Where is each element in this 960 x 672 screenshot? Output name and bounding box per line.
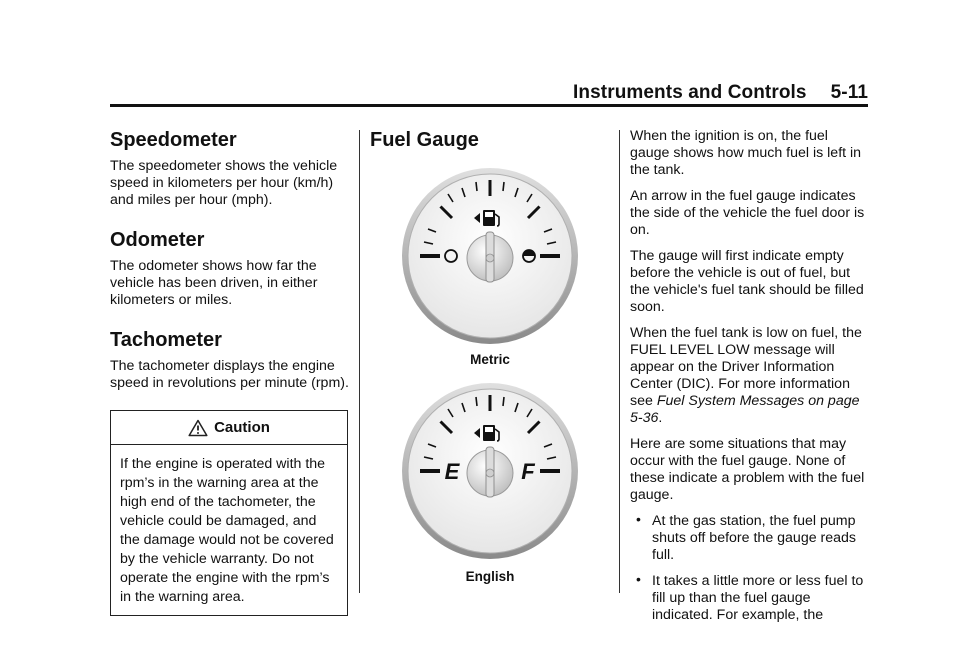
right-column [630,128,870,633]
list-item: • It takes a little more or less fuel to fill up than the fuel gauge indicated. For example, the [636,571,864,623]
low-fuel-text-pre: When the fuel tank is low on fuel, the FUEL LEVEL LOW message will appear on the Driver Information Center (DIC). For more information see [630,325,862,409]
column-divider-right [619,130,620,593]
full-letter: F [521,459,535,484]
fuel-gauge-intro: When the ignition is on, the fuel gauge shows how much fuel is left in the tank. [630,128,862,178]
tachometer-heading: Tachometer [110,329,222,351]
bullet-dot: • [636,571,641,587]
metric-gauge-figure [370,166,610,367]
header-section: Instruments and Controls [573,82,807,103]
english-caption: English [465,569,515,584]
middle-column [370,128,610,584]
fuel-system-messages-link[interactable]: Fuel System Messages on page 5-36 [630,393,860,426]
empty-letter: E [444,459,460,484]
caution-box [110,410,348,616]
odometer-heading: Odometer [110,229,205,251]
low-fuel-text [630,325,870,427]
page-header [110,76,868,106]
low-fuel-text-post: . [658,410,663,426]
left-column [110,128,350,616]
header-page-number: 5-11 [830,82,868,103]
list-item: • At the gas station, the fuel pump shuts off before the gauge reads full. [636,511,857,563]
column-divider-left [359,130,360,593]
metric-fuel-gauge [400,166,580,346]
situations-text: Here are some situations that may occur with the fuel gauge. None of these indicate a problem with the fuel gauge. [630,436,865,503]
english-gauge-figure [370,381,610,584]
header-title [573,82,868,104]
caution-triangle-icon [188,419,208,437]
speedometer-heading: Speedometer [110,129,237,151]
bullet-dot: • [636,511,641,527]
english-fuel-gauge [400,381,580,561]
caution-text: If the engine is operated with the rpm’s in the warning area at the high end of the tachometer, the vehicle could be damaged, and the damage would not be covered by the vehicle warranty. Do not operate the engine with the rpm’s in the warning area. [120,456,334,605]
speedometer-text: The speedometer shows the vehicle speed in kilometers per hour (km/h) and miles per hour (mph). [110,158,338,208]
fuel-door-arrow-text: An arrow in the fuel gauge indicates the side of the vehicle the fuel door is on. [630,188,865,238]
empty-indication-text: The gauge will first indicate empty before the vehicle is out of fuel, but the vehicle's fuel tank should be filled soon. [630,248,864,315]
caution-label: Caution [214,419,270,436]
header-rule [110,104,868,107]
situations-list [630,513,870,624]
tachometer-text: The tachometer displays the engine speed in revolutions per minute (rpm). [110,358,349,391]
fuel-gauge-heading: Fuel Gauge [370,129,479,151]
metric-caption: Metric [470,352,510,367]
caution-header [111,411,347,445]
odometer-text: The odometer shows how far the vehicle has been driven, in either kilometers or miles. [110,258,318,308]
